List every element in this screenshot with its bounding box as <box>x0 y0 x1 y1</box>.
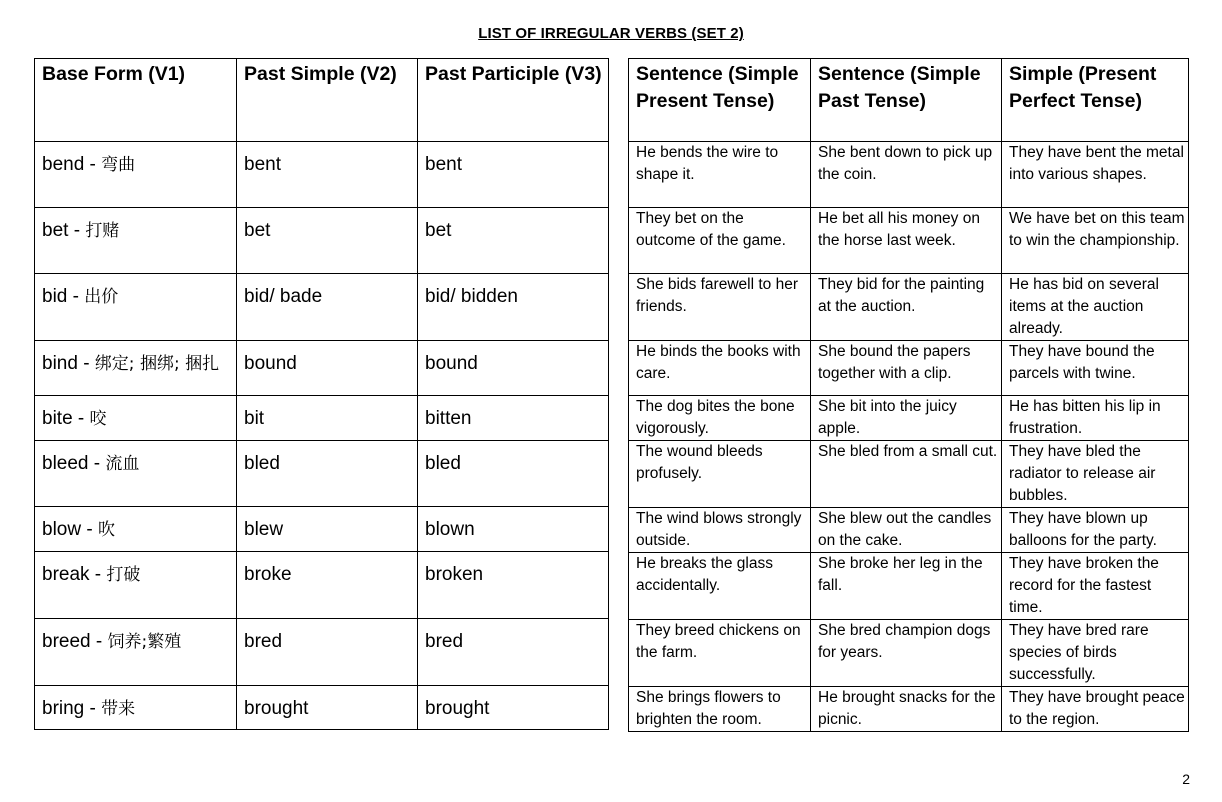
header-past-participle: Past Participle (V3) <box>418 59 609 142</box>
chinese-translation: 咬 <box>89 409 107 429</box>
past-simple-cell: broke <box>237 552 418 619</box>
chinese-translation: 吹 <box>97 520 115 540</box>
past-participle-cell: bled <box>418 441 609 507</box>
chinese-translation: 弯曲 <box>101 155 136 175</box>
base-form-cell <box>35 619 237 686</box>
base-form-cell <box>35 552 237 619</box>
base-form: bleed - <box>42 453 106 474</box>
base-form-cell <box>35 686 237 730</box>
past-simple-cell: blew <box>237 507 418 552</box>
base-form: bend - <box>42 154 102 175</box>
past-simple-cell: bid/ bade <box>237 274 418 341</box>
sentence-perfect-cell: They have bent the metal into various shapes. <box>1002 142 1189 208</box>
sentence-past-cell: He brought snacks for the picnic. <box>811 687 1002 732</box>
example-sentences-table <box>628 58 1189 732</box>
sentence-past-cell: She bred champion dogs for years. <box>811 620 1002 687</box>
sentence-present-cell: She bids farewell to her friends. <box>629 274 811 341</box>
base-form: bite - <box>42 408 90 429</box>
sentence-row <box>629 687 1189 732</box>
base-form: breed - <box>42 631 108 652</box>
base-form-cell <box>35 274 237 341</box>
past-participle-cell: bound <box>418 341 609 396</box>
base-form: bring - <box>42 698 102 719</box>
base-form: break - <box>42 564 107 585</box>
verb-row <box>35 507 609 552</box>
base-form-cell <box>35 441 237 507</box>
chinese-translation: 打赌 <box>85 221 120 241</box>
sentence-row <box>629 341 1189 396</box>
sentence-perfect-cell: They have bred rare species of birds successfully. <box>1002 620 1189 687</box>
past-participle-cell: blown <box>418 507 609 552</box>
header-sentence-present: Sentence (Simple Present Tense) <box>629 59 811 142</box>
base-form: bind - <box>42 353 95 374</box>
verb-row <box>35 619 609 686</box>
sentence-perfect-cell: He has bitten his lip in frustration. <box>1002 396 1189 441</box>
header-row <box>35 59 609 142</box>
base-form-cell <box>35 396 237 441</box>
page-number: 2 <box>1182 771 1190 787</box>
sentence-present-cell: They bet on the outcome of the game. <box>629 208 811 274</box>
sentence-perfect-cell: He has bid on several items at the auction already. <box>1002 274 1189 341</box>
header-past-simple: Past Simple (V2) <box>237 59 418 142</box>
verb-row <box>35 341 609 396</box>
sentence-past-cell: She broke her leg in the fall. <box>811 553 1002 620</box>
chinese-translation: 出价 <box>84 287 119 307</box>
chinese-translation: 带来 <box>101 699 136 719</box>
sentence-row <box>629 142 1189 208</box>
sentence-row <box>629 396 1189 441</box>
verb-row <box>35 686 609 730</box>
header-sentence-perfect: Simple (Present Perfect Tense) <box>1002 59 1189 142</box>
header-base-form: Base Form (V1) <box>35 59 237 142</box>
sentence-past-cell: She blew out the candles on the cake. <box>811 508 1002 553</box>
base-form: bet - <box>42 220 86 241</box>
base-form-cell <box>35 341 237 396</box>
past-simple-cell: bled <box>237 441 418 507</box>
base-form-cell <box>35 142 237 208</box>
past-participle-cell: broken <box>418 552 609 619</box>
sentence-present-cell: She brings flowers to brighten the room. <box>629 687 811 732</box>
past-simple-cell: bent <box>237 142 418 208</box>
verb-row <box>35 274 609 341</box>
past-simple-cell: bet <box>237 208 418 274</box>
sentence-past-cell: He bet all his money on the horse last week. <box>811 208 1002 274</box>
verb-row <box>35 552 609 619</box>
sentence-row <box>629 620 1189 687</box>
past-participle-cell: bred <box>418 619 609 686</box>
sentence-present-cell: He binds the books with care. <box>629 341 811 396</box>
verb-row <box>35 441 609 507</box>
header-row <box>629 59 1189 142</box>
sentence-row <box>629 274 1189 341</box>
sentence-present-cell: The wound bleeds profusely. <box>629 441 811 508</box>
verb-forms-table <box>34 58 609 730</box>
sentence-perfect-cell: They have blown up balloons for the party. <box>1002 508 1189 553</box>
sentence-past-cell: She bent down to pick up the coin. <box>811 142 1002 208</box>
past-participle-cell: brought <box>418 686 609 730</box>
past-participle-cell: bent <box>418 142 609 208</box>
sentence-row <box>629 553 1189 620</box>
base-form: bid - <box>42 286 85 307</box>
past-participle-cell: bitten <box>418 396 609 441</box>
sentence-perfect-cell: We have bet on this team to win the championship. <box>1002 208 1189 274</box>
verb-row <box>35 142 609 208</box>
sentence-perfect-cell: They have brought peace to the region. <box>1002 687 1189 732</box>
chinese-translation: 流血 <box>105 454 140 474</box>
past-participle-cell: bid/ bidden <box>418 274 609 341</box>
past-participle-cell: bet <box>418 208 609 274</box>
document-title: LIST OF IRREGULAR VERBS (SET 2) <box>478 25 744 42</box>
base-form-cell <box>35 507 237 552</box>
sentence-row <box>629 508 1189 553</box>
past-simple-cell: bound <box>237 341 418 396</box>
sentence-past-cell: They bid for the painting at the auction. <box>811 274 1002 341</box>
header-sentence-past: Sentence (Simple Past Tense) <box>811 59 1002 142</box>
past-simple-cell: bred <box>237 619 418 686</box>
past-simple-cell: brought <box>237 686 418 730</box>
verb-row <box>35 208 609 274</box>
sentence-row <box>629 441 1189 508</box>
sentence-present-cell: The dog bites the bone vigorously. <box>629 396 811 441</box>
base-form-cell <box>35 208 237 274</box>
sentence-row <box>629 208 1189 274</box>
base-form: blow - <box>42 519 98 540</box>
past-simple-cell: bit <box>237 396 418 441</box>
sentence-perfect-cell: They have bound the parcels with twine. <box>1002 341 1189 396</box>
sentence-past-cell: She bound the papers together with a clip. <box>811 341 1002 396</box>
sentence-present-cell: They breed chickens on the farm. <box>629 620 811 687</box>
sentence-present-cell: The wind blows strongly outside. <box>629 508 811 553</box>
sentence-past-cell: She bled from a small cut. <box>811 441 1002 508</box>
chinese-translation: 饲养;繁殖 <box>107 632 182 652</box>
chinese-translation: 打破 <box>106 565 141 585</box>
chinese-translation: 绑定; 捆绑; 捆扎 <box>94 354 220 374</box>
sentence-past-cell: She bit into the juicy apple. <box>811 396 1002 441</box>
sentence-present-cell: He breaks the glass accidentally. <box>629 553 811 620</box>
verb-row <box>35 396 609 441</box>
sentence-present-cell: He bends the wire to shape it. <box>629 142 811 208</box>
sentence-perfect-cell: They have broken the record for the fastest time. <box>1002 553 1189 620</box>
sentence-perfect-cell: They have bled the radiator to release air bubbles. <box>1002 441 1189 508</box>
